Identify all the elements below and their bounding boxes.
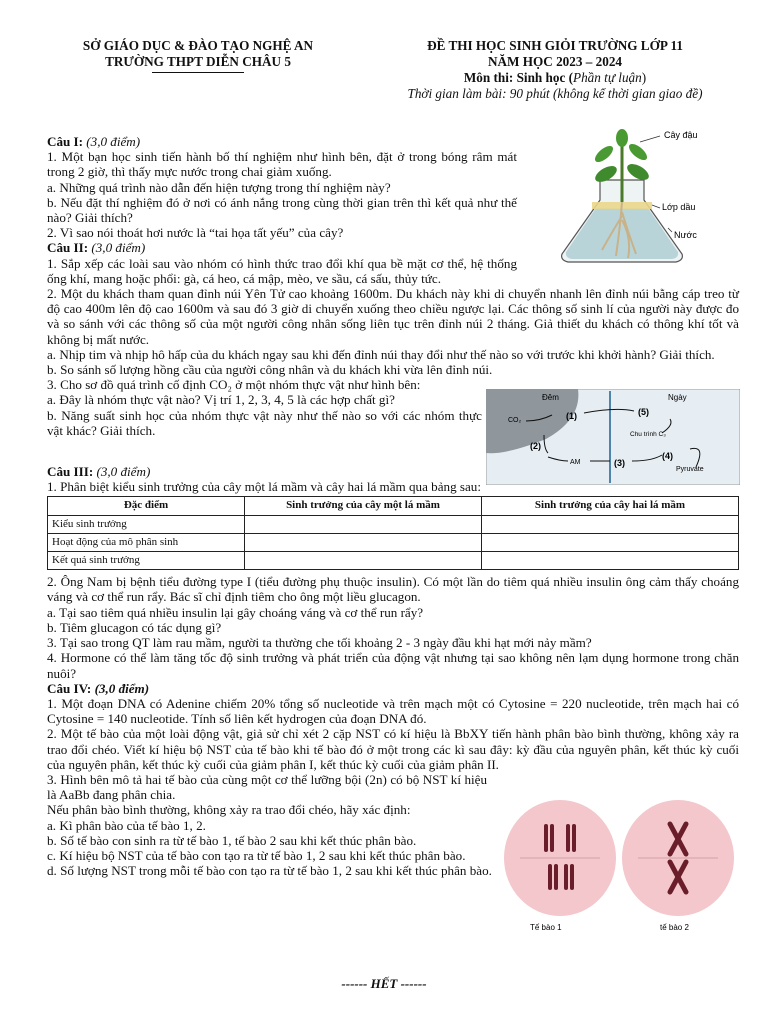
table-cell: Kết quả sinh trưởng [48,552,245,570]
growth-comparison-table [47,496,739,570]
q3-title: Câu III [47,464,89,480]
night-label: Đêm [542,393,559,402]
q4-item-3: 3. Hình bên mô tả hai tế bào của cùng một cơ thể lưỡng bội (2n) có bộ NST kí hiệu là AaBb đang phân chia. [47,771,487,803]
table-row [48,533,739,551]
q3-item-2: 2. Ông Nam bị bệnh tiểu đường type I (tiểu đường phụ thuộc insulin). Có một lần do tiêm quá nhiều insulin ông cảm thấy choáng váng và cơ thể run rẩy. Bác sĩ chỉ định tiêm cho ông một liều glucagon. [47,574,739,605]
calvin-label: Chu trình C₃ [630,431,666,438]
q4-title: Câu IV: [47,680,92,696]
department-name: SỞ GIÁO DỤC & ĐÀO TẠO NGHỆ AN [82,38,314,53]
q2-item-3a: a. Đây là nhóm thực vật nào? Vị trí 1, 2, 3, 4, 5 là các hợp chất gì? [47,392,395,408]
q2-item-3b: b. Năng suất sinh học của nhóm thực vật này như thế nào so với các nhóm thực vật khác? Giải thích. [47,407,482,438]
q4-item-c: c. Kí hiệu bộ NST của tế bào con tạo ra từ tế bào 1, 2 sau khi kết thúc phân bào. [47,847,466,863]
end-marker: ------ HẾT ------ [341,976,427,991]
q2-item-b: b. So sánh số lượng hồng cầu của người công nhân và du khách khi vừa lên đỉnh núi. [47,362,493,378]
table-cell: Hoạt động của mô phân sinh [48,533,245,551]
table-row [48,552,739,570]
header-right [370,38,740,102]
q3-item-1: 1. Phân biệt kiểu sinh trưởng của cây một lá mầm và cây hai lá mầm qua bảng sau: [47,479,481,495]
q2-item-a: a. Nhịp tim và nhịp hô hấp của du khách ngay sau khi đến đỉnh núi thay đổi như thế nào so với trước khi khởi hành? Giải thích. [47,346,715,362]
q4-item-1: 1. Một đoạn DNA có Adenine chiếm 20% tổng số nucleotide và trên mạch một có Cytosine = 220 nucleotide, trên mạch hai có Cytosine = 140 nucleotide. Tính số liên kết hydrogen của đoạn DNA đó. [47,695,739,727]
q3-item-b: b. Tiêm glucagon có tác dụng gì? [47,619,222,635]
water-label: Nước [674,230,697,240]
q2-item-3: 3. Cho sơ đồ quá trình cố định CO₂ ở một nhóm thực vật như hình bên: [47,377,421,393]
school-year: NĂM HỌC 2023 – 2024 [487,54,623,69]
subject-prefix: Môn thi: Sinh học ( [463,70,574,85]
q1-item-1: 1. Một bạn học sinh tiến hành bố thí nghiệm như hình bên, đặt ở trong bóng râm mát trong 2 giờ, thì thấy mực nước trong chai giảm xuống. [47,149,517,180]
table-cell-empty[interactable] [482,552,739,570]
q4-item-3-note: Nếu phân bào bình thường, không xảy ra trao đổi chéo, hãy xác định: [47,802,411,818]
table-cell-empty[interactable] [245,533,482,551]
subject-line [370,70,740,86]
subject-suffix: ) [641,70,647,85]
table-header: Sinh trưởng của cây một lá mầm [245,497,482,515]
exam-title: ĐỀ THI HỌC SINH GIỎI TRƯỜNG LỚP 11 [427,38,683,53]
q1-item-2: 2. Vì sao nói thoát hơi nước là “tai họa tất yếu” của cây? [47,225,344,241]
q1-points: (3,0 điểm) [86,134,141,149]
table-header: Đặc điểm [48,497,245,515]
school-name: TRƯỜNG THPT DIỄN CHÂU 5 [105,54,291,69]
step-5: (5) [638,407,649,417]
exam-content [47,126,739,878]
school-underline [152,72,244,73]
q3-item-a: a. Tại sao tiêm quá nhiều insulin lại gây choáng váng và cơ thể run rẩy? [47,604,424,620]
q4-item-b: b. Số tế bào con sinh ra từ tế bào 1, tế bào 2 sau khi kết thúc phân bào. [47,832,417,848]
question-2-title: Câu II: (3,0 điểm) [47,240,146,256]
q4-item-d: d. Số lượng NST trong mỗi tế bào con tạo ra từ tế bào 1, 2 sau khi kết thúc phân bào. [47,863,492,879]
table-header-row [48,497,739,515]
table-row [48,515,739,533]
q1-item-b: b. Nếu đặt thí nghiệm đó ở nơi có ánh nắng trong cùng thời gian trên thì kết quả như thế nào? Giải thích? [47,194,517,226]
q1-item-a: a. Những quá trình nào dẫn đến hiện tượng trong thí nghiệm này? [47,179,391,195]
q4-points: (3,0 điểm) [94,680,150,696]
q2-item-1: 1. Sắp xếp các loài sau vào nhóm có hình thức trao đổi khí qua bề mặt cơ thể, hệ thống ống khí, mang hoặc phổi: gà, cá heo, cá mập, mèo, ve sầu, cá sấu, thủy tức. [47,255,517,286]
table-cell-empty[interactable] [245,552,482,570]
q2-item-2: 2. Một du khách tham quan đỉnh núi Yên Tử cao khoảng 1600m. Du khách này khi di chuyển nhanh lên đỉnh núi bằng cáp treo từ độ cao 400m lên độ cao 1600m và sau đó 3 giờ di chuyển xuống theo chiều ngược lại. Các thông số sinh lí của người này được đo và so sánh với các thông số của một người công nhân sống liên tục trên đỉnh núi 2 tháng. Giả thiết du khách có thông khí tốt và không bị mất nước. [47,286,739,347]
step-4: (4) [662,451,673,461]
step-3: (3) [614,458,625,468]
q1-title: Câu I [47,134,79,149]
step-2: (2) [530,441,541,451]
q2-title: Câu II [47,240,84,256]
plant-label: Cây đậu [664,130,698,140]
table-cell-empty[interactable] [245,515,482,533]
q3-item-4: 4. Hormone có thể làm tăng tốc độ sinh trưởng và phát triển của động vật nhưng tại sao không nên lạm dụng hormone trong chăn nuôi? [47,650,739,681]
day-label: Ngày [668,393,687,402]
step-1: (1) [566,411,577,421]
question-1-title: Câu I: (3,0 điểm) [47,134,141,149]
q3-points: (3,0 điểm) [96,464,151,480]
header-left [48,38,348,73]
table-cell-empty[interactable] [482,515,739,533]
table-cell: Kiểu sinh trưởng [48,515,245,533]
am-label: AM [570,459,581,466]
q2-points: (3,0 điểm) [91,240,146,256]
cell-1-label: Tế bào 1 [530,923,562,932]
time-allowed: Thời gian làm bài: 90 phút (không kể thời gian giao đề) [407,86,703,101]
q4-item-a: a. Kì phân bào của tế bào 1, 2. [47,817,206,833]
subject-part: Phần tự luận [573,70,642,85]
table-header: Sinh trưởng của cây hai lá mầm [482,497,739,515]
oil-label: Lớp dầu [662,202,696,212]
pyruvate-label: Pyruvate [676,466,704,473]
question-3-title: Câu III: (3,0 điểm) [47,464,151,480]
q4-item-2: 2. Một tế bào của một loài động vật, giả sử chỉ xét 2 cặp NST có kí hiệu là BbXY tiến hành phân bào bình thường, không xảy ra trao đổi chéo. Viết kí hiệu bộ NST của tế bào khi tế bào đó ở một trong các kì sau đây: kỳ đầu của nguyên phân, kết thúc kỳ cuối của nguyên phân, kết thúc kỳ cuối của giảm phân I, kết thúc kỳ cuối của giảm phân II. [47,726,739,772]
cell-2-label: tế bào 2 [660,923,689,932]
q3-item-3: 3. Tại sao trong QT làm rau mầm, người ta thường che tối khoảng 2 - 3 ngày đầu khi hạt mới nảy mầm? [47,635,592,651]
question-4-title [47,681,739,696]
co2-label: CO₂ [508,417,522,424]
table-cell-empty[interactable] [482,533,739,551]
